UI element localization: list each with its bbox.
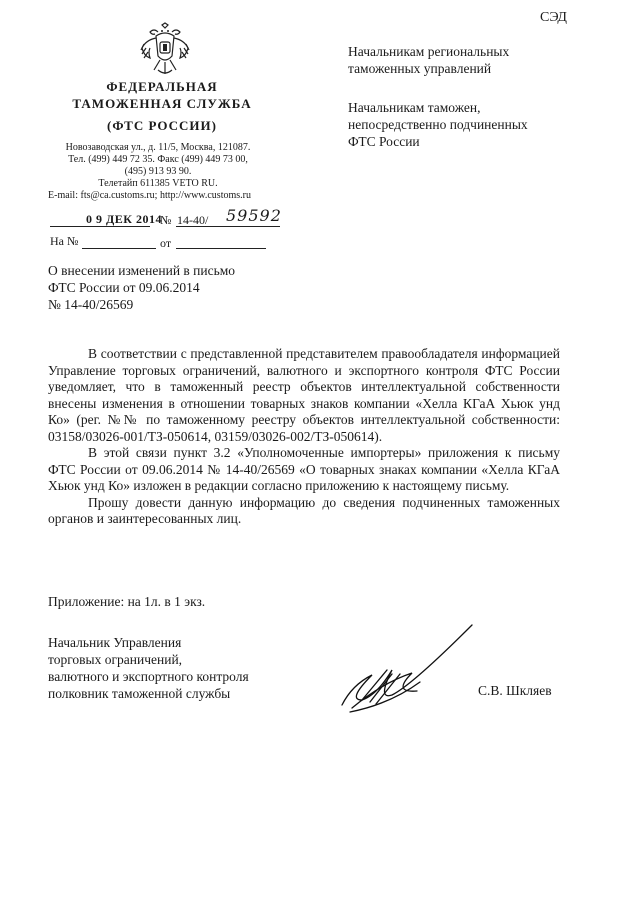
recipient-line: ФТС России <box>348 134 420 149</box>
body-paragraph-1: В соответствии с представленной представителем правообладателя информацией Управление торговых ограничений, валютного и экспортного контроля ФТС России уведомляет, что в таможенный реестр объектов интеллектуальной собственности внесены изменения в отношении товарных знаков компании «Хелла КГаА Хьюк унд Ко» (рег. №№ по таможенному реестру объектов интеллектуальной собственности: 03158/03026-001/ТЗ-050614, 03159/03026-002/ТЗ-050614). <box>48 346 560 444</box>
registration-number-prefix: 14-40/ <box>177 213 209 227</box>
signatory-line: торговых ограничений, <box>48 652 183 667</box>
document-system-mark: СЭД <box>540 10 567 25</box>
signatory-name: С.В. Шкляев <box>478 683 552 698</box>
email-line: E-mail: fts@ca.customs.ru; http://www.customs.ru <box>48 190 251 201</box>
reference-label: На № <box>50 234 79 248</box>
body-paragraph-3: Прошу довести данную информацию до сведения подчиненных таможенных органов и заинтересованных лиц. <box>48 494 560 526</box>
reference-number-field <box>82 248 156 249</box>
recipient-line: таможенных управлений <box>348 61 492 76</box>
recipient-line: Начальникам таможен, <box>348 100 481 115</box>
org-short-name: (ФТС РОССИИ) <box>107 118 217 133</box>
signatory-line: Начальник Управления <box>48 635 182 650</box>
registration-date: 0 9 ДЕК 2014 <box>86 212 162 226</box>
reference-from-label: от <box>160 236 172 250</box>
subject-line: ФТС России от 09.06.2014 <box>48 280 200 295</box>
signatory-title <box>48 634 249 702</box>
number-underline <box>176 226 280 227</box>
letter-subject <box>48 262 235 313</box>
reference-date-field <box>176 248 266 249</box>
recipient-line: непосредственно подчиненных <box>348 117 528 132</box>
signature-icon <box>332 620 482 720</box>
recipient-line: Начальникам региональных <box>348 44 510 59</box>
attachment-note: Приложение: на 1л. в 1 экз. <box>48 594 206 609</box>
teletype-line: Телетайп 611385 VETO RU. <box>98 178 218 189</box>
signatory-line: валютного и экспортного контроля <box>48 669 249 684</box>
registration-number-handwritten: 59592 <box>226 206 282 225</box>
address-line: Новозаводская ул., д. 11/5, Москва, 121087. <box>65 142 251 153</box>
org-name-line2: ТАМОЖЕННАЯ СЛУЖБА <box>72 96 252 111</box>
subject-line: № 14-40/26569 <box>48 297 134 312</box>
phone-line-2: (495) 913 93 90. <box>124 166 192 177</box>
signatory-line: полковник таможенной службы <box>48 686 231 701</box>
org-name-line1: ФЕДЕРАЛЬНАЯ <box>106 79 218 94</box>
russian-eagle-emblem-icon <box>138 22 192 80</box>
phone-line: Тел. (499) 449 72 35. Факс (499) 449 73 00, <box>68 154 248 165</box>
letter-body <box>48 346 560 528</box>
registration-number-label: № <box>160 213 172 227</box>
body-paragraph-2: В этой связи пункт 3.2 «Уполномоченные импортеры» приложения к письму ФТС России от 09.06.2014 № 14-40/26569 «О товарных знаках компании «Хелла КГаА Хьюк унд Ко» изложен в редакции согласно приложению к настоящему письму. <box>48 445 560 493</box>
subject-line: О внесении изменений в письмо <box>48 263 236 278</box>
